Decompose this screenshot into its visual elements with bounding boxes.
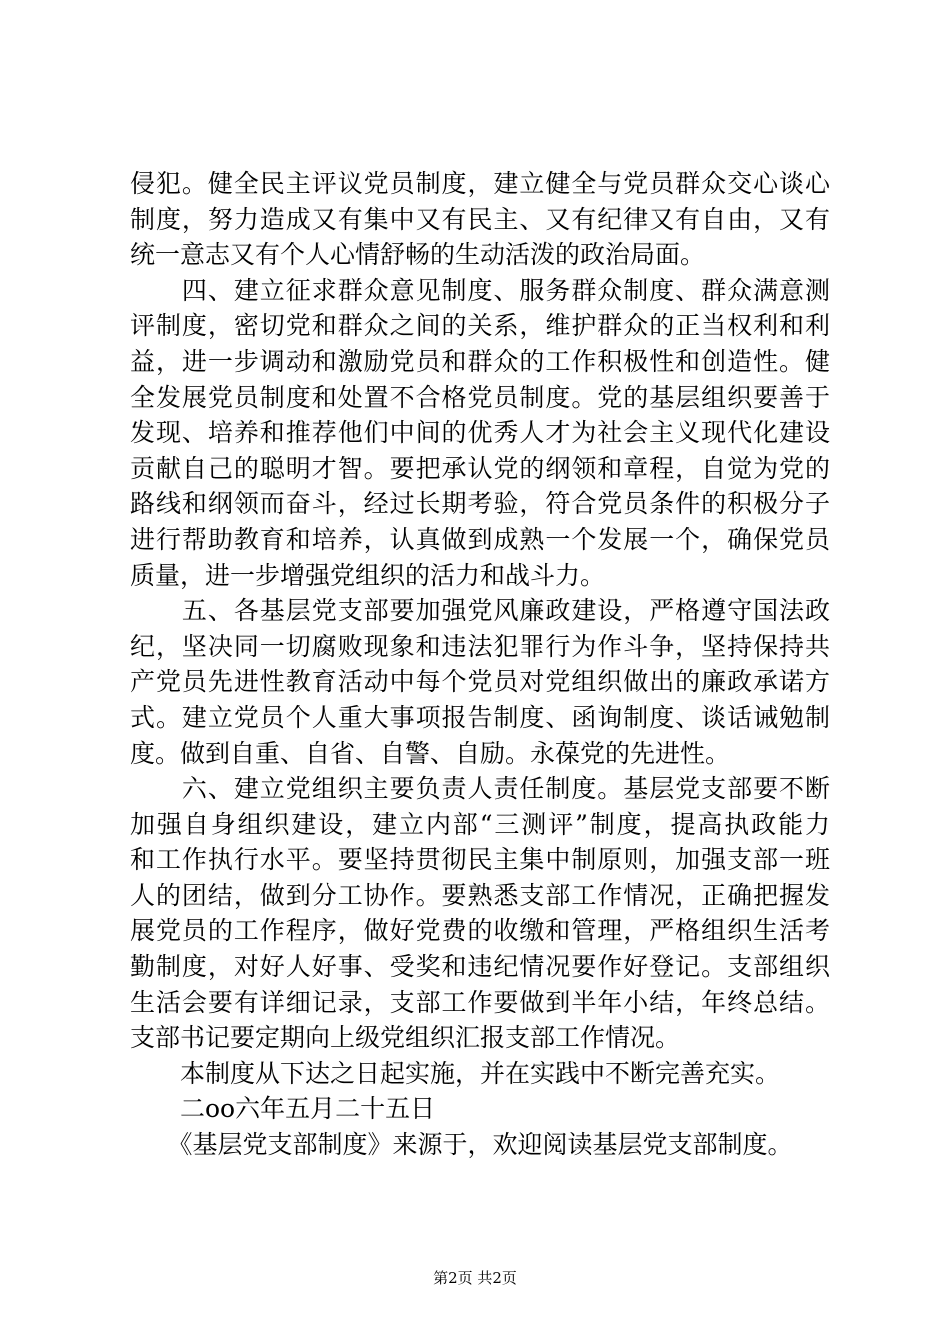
text-line: 六、建立党组织主要负责人责任制度。基层党支部要不断 [130, 774, 830, 804]
text-line: 支部书记要定期向上级党组织汇报支部工作情况。 [130, 1023, 681, 1053]
text-line: 制度，努力造成又有集中又有民主、又有纪律又有自由，又有 [130, 204, 830, 234]
text-line: 勤制度，对好人好事、受奖和违纪情况要作好登记。支部组织 [130, 952, 830, 982]
text-line: 纪，坚决同一切腐败现象和违法犯罪行为作斗争，坚持保持共 [130, 631, 830, 661]
text-line: 人的团结，做到分工协作。要熟悉支部工作情况，正确把握发 [130, 880, 830, 910]
text-line: 贡献自己的聪明才智。要把承认党的纲领和章程，自觉为党的 [130, 453, 830, 483]
text-line: 评制度，密切党和群众之间的关系，维护群众的正当权利和利 [130, 311, 830, 341]
text-line: 质量，进一步增强党组织的活力和战斗力。 [130, 560, 606, 590]
text-line: 进行帮助教育和培养，认真做到成熟一个发展一个，确保党员 [130, 524, 830, 554]
text-line: 度。做到自重、自省、自警、自励。永葆党的先进性。 [130, 738, 731, 768]
text-line: 统一意志又有个人心情舒畅的生动活泼的政治局面。 [130, 240, 706, 270]
text-line: 四、建立征求群众意见制度、服务群众制度、群众满意测 [130, 275, 830, 305]
text-line: 式。建立党员个人重大事项报告制度、函询制度、谈话诫勉制 [130, 702, 830, 732]
text-line: 加强自身组织建设，建立内部“三测评”制度，提高执政能力 [130, 809, 830, 839]
text-line: 发现、培养和推荐他们中间的优秀人才为社会主义现代化建设 [130, 418, 830, 448]
text-line: 生活会要有详细记录，支部工作要做到半年小结，年终总结。 [130, 987, 830, 1017]
text-line: 《基层党支部制度》来源于，欢迎阅读基层党支部制度。 [130, 1130, 793, 1160]
text-line: 全发展党员制度和处置不合格党员制度。党的基层组织要善于 [130, 382, 830, 412]
text-line: 二oo六年五月二十五日 [130, 1094, 436, 1124]
text-line: 五、各基层党支部要加强党风廉政建设，严格遵守国法政 [130, 596, 830, 626]
text-line: 本制度从下达之日起实施，并在实践中不断完善充实。 [130, 1058, 781, 1088]
text-line: 路线和纲领而奋斗，经过长期考验，符合党员条件的积极分子 [130, 489, 830, 519]
text-line: 和工作执行水平。要坚持贯彻民主集中制原则，加强支部一班 [130, 845, 830, 875]
text-line: 益，进一步调动和激励党员和群众的工作积极性和创造性。健 [130, 346, 830, 376]
text-line: 展党员的工作程序，做好党费的收缴和管理，严格组织生活考 [130, 916, 830, 946]
text-line: 产党员先进性教育活动中每个党员对党组织做出的廉政承诺方 [130, 667, 830, 697]
page-footer: 第2页 共2页 [433, 1269, 517, 1287]
text-line: 侵犯。健全民主评议党员制度，建立健全与党员群众交心谈心 [130, 169, 830, 198]
document-body [130, 166, 830, 1163]
